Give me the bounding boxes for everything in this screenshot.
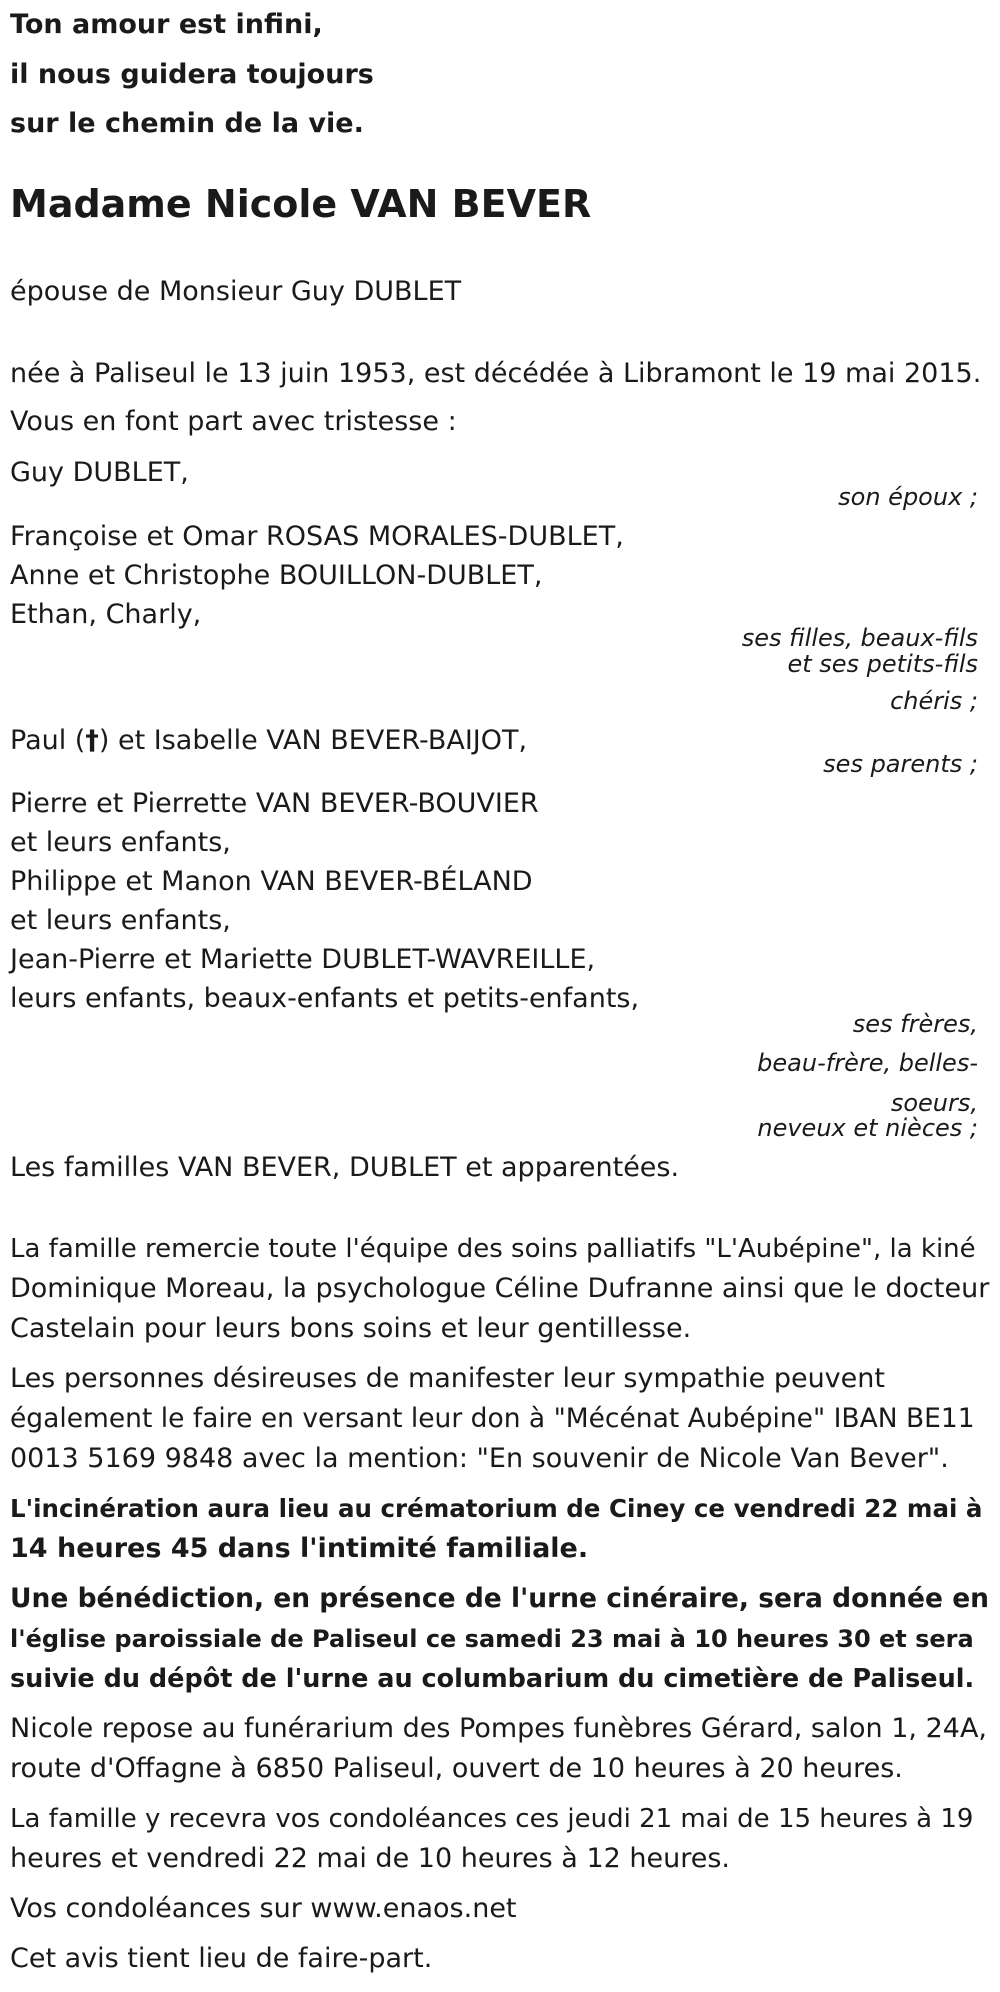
poem-line-1: Ton amour est infini,	[10, 9, 323, 40]
parents-line-start: Paul (	[10, 725, 86, 756]
blessing-line-2: l'église paroissiale de Paliseul ce samedi 23 mai à 10 heures 30 et sera	[10, 1625, 974, 1653]
cross-icon: †	[85, 725, 99, 756]
birth-death-line: née à Paliseul le 13 juin 1953, est décédée à Libramont le 19 mai 2015.	[10, 358, 982, 389]
blessing-line-1: Une bénédiction, en présence de l'urne cinéraire, sera donnée en	[10, 1583, 990, 1614]
sibling-line-6: leurs enfants, beaux-enfants et petits-enfants,	[10, 983, 640, 1014]
siblings-role-2: beau-frère, belles-	[757, 1049, 978, 1077]
husband-name: Guy DUBLET,	[10, 457, 189, 488]
poem-line-2: il nous guidera toujours	[10, 59, 374, 90]
parents-line-end: ) et Isabelle VAN BEVER-BAIJOT,	[98, 725, 528, 756]
blessing-line-3: suivie du dépôt de l'urne au columbarium du cimetière de Paliseul.	[10, 1664, 975, 1694]
poem-line-3: sur le chemin de la vie.	[10, 108, 364, 139]
deceased-name: Madame Nicole VAN BEVER	[10, 182, 592, 226]
daughters-role-2: et ses petits-fils	[787, 650, 978, 678]
daughters-role-3: chéris ;	[890, 687, 978, 715]
thanks-line-3: Castelain pour leurs bons soins et leur gentillesse.	[10, 1313, 692, 1344]
condolences-line: Vos condoléances sur www.enaos.net	[10, 1893, 517, 1924]
grandchildren-line: Ethan, Charly,	[10, 599, 202, 630]
husband-role: son époux ;	[838, 483, 978, 511]
rest-line-2: route d'Offagne à 6850 Paliseul, ouvert de 10 heures à 20 heures.	[10, 1753, 903, 1784]
spouse-line: épouse de Monsieur Guy DUBLET	[10, 276, 462, 307]
sibling-line-5: Jean-Pierre et Mariette DUBLET-WAVREILLE,	[10, 944, 596, 975]
daughter-line-1: Françoise et Omar ROSAS MORALES-DUBLET,	[10, 521, 624, 552]
cremation-line-1: L'incinération aura lieu au crématorium de Ciney ce vendredi 22 mai à	[10, 1494, 983, 1523]
parents-line	[10, 722, 527, 760]
siblings-role-3: soeurs,	[890, 1089, 978, 1117]
rest-line-1: Nicole repose au funérarium des Pompes funèbres Gérard, salon 1, 24A,	[10, 1713, 987, 1744]
thanks-line-2: Dominique Moreau, la psychologue Céline Dufranne ainsi que le docteur	[10, 1273, 990, 1304]
donation-line-1: Les personnes désireuses de manifester leur sympathie peuvent	[10, 1363, 885, 1394]
parents-role: ses parents ;	[823, 750, 978, 778]
donation-line-3: 0013 5169 9848 avec la mention: "En souvenir de Nicole Van Bever".	[10, 1443, 949, 1474]
sibling-line-3: Philippe et Manon VAN BEVER-BÉLAND	[10, 866, 533, 897]
families-line: Les familles VAN BEVER, DUBLET et apparentées.	[10, 1152, 680, 1183]
sibling-line-4: et leurs enfants,	[10, 905, 231, 936]
announce-line: Vous en font part avec tristesse :	[10, 406, 457, 437]
cremation-line-2: 14 heures 45 dans l'intimité familiale.	[10, 1533, 589, 1564]
thanks-line-1: La famille remercie toute l'équipe des soins palliatifs "L'Aubépine", la kiné	[10, 1234, 976, 1264]
daughters-role-1: ses filles, beaux-fils	[741, 624, 978, 652]
sibling-line-2: et leurs enfants,	[10, 827, 231, 858]
siblings-role-1: ses frères,	[852, 1010, 978, 1038]
siblings-role-4: neveux et nièces ;	[757, 1114, 978, 1142]
notice-line: Cet avis tient lieu de faire-part.	[10, 1943, 433, 1974]
visit-line-2: heures et vendredi 22 mai de 10 heures à 12 heures.	[10, 1843, 730, 1874]
visit-line-1: La famille y recevra vos condoléances ces jeudi 21 mai de 15 heures à 19	[10, 1804, 974, 1834]
sibling-line-1: Pierre et Pierrette VAN BEVER-BOUVIER	[10, 788, 539, 819]
daughter-line-2: Anne et Christophe BOUILLON-DUBLET,	[10, 560, 543, 591]
donation-line-2: également le faire en versant leur don à "Mécénat Aubépine" IBAN BE11	[10, 1403, 975, 1434]
